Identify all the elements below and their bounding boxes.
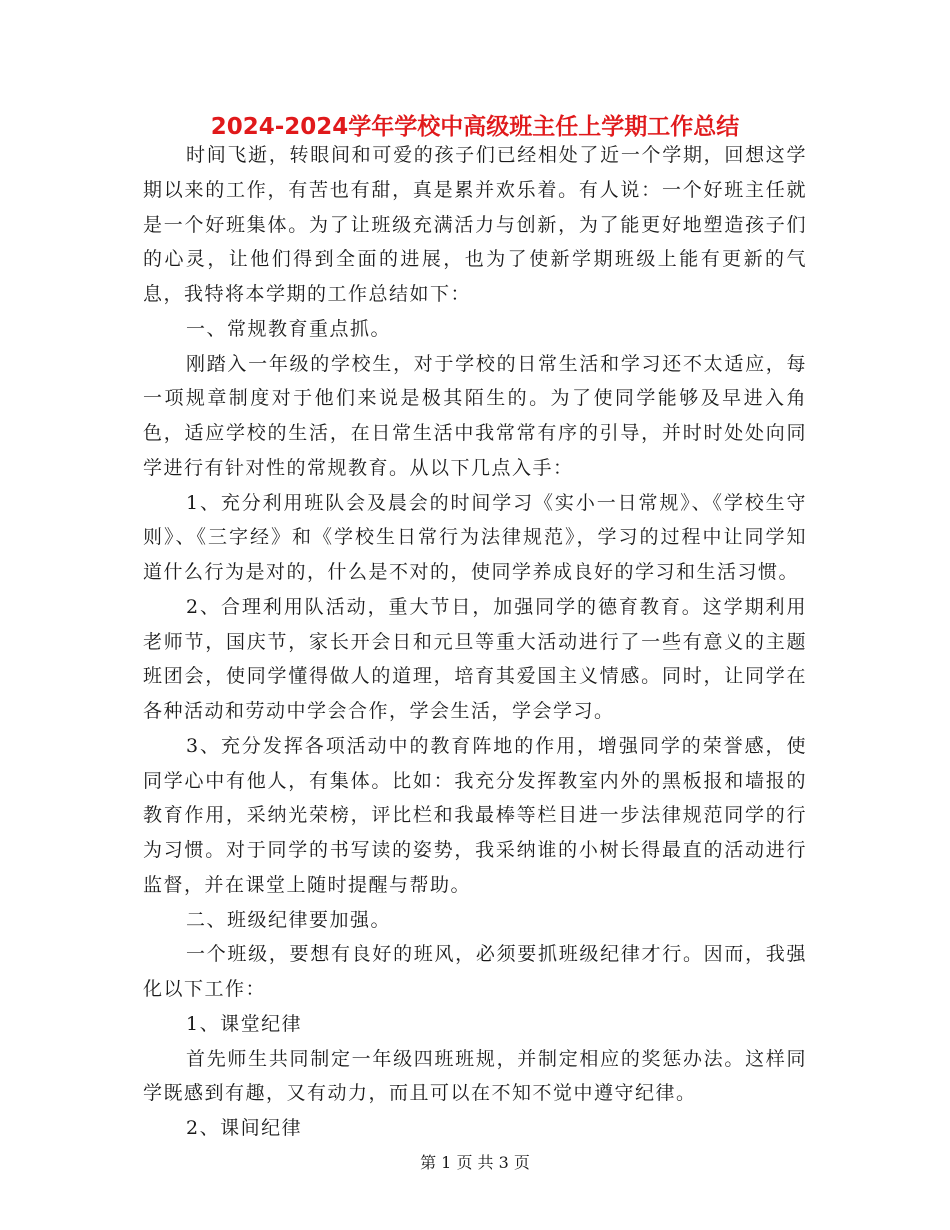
subheading-break-discipline: 2、课间纪律 — [186, 1117, 303, 1139]
paragraph-intro: 时间飞逝，转眼间和可爱的孩子们已经相处了近一个学期，回想这学期以来的工作，有苦也有甜，真是累并欢乐着。有人说：一个好班主任就是一个好班集体。为了让班级充满活力与创新，为了能更好地塑造孩子们的心灵，让他们得到全面的进展，也为了使新学期班级上能有更新的气息，我特将本学期的工作总结如下： — [143, 144, 807, 305]
document-body — [143, 138, 807, 1146]
section-heading-class-discipline: 二、班级纪律要加强。 — [186, 908, 392, 931]
subheading-classroom-discipline: 1、课堂纪律 — [186, 1012, 303, 1035]
paragraph-routine-education: 刚踏入一年级的学校生，对于学校的日常生活和学习还不太适应，每一项规章制度对于他们来说是极其陌生的。为了使同学能够及早进入角色，适应学校的生活，在日常生活中我常常有序的引导，并时时处处向同学进行有针对性的常规教育。从以下几点入手： — [143, 352, 807, 479]
paragraph-classroom-discipline: 首先师生共同制定一年级四班班规，并制定相应的奖惩办法。这样同学既感到有趣，又有动力，而且可以在不知不觉中遵守纪律。 — [143, 1047, 807, 1105]
list-item-1: 1、充分利用班队会及晨会的时间学习《实小一日常规》、《学校生守则》、《三字经》和《学校生日常行为法律规范》，学习的过程中让同学知道什么行为是对的，什么是不对的，使同学养成良好的学习和生活习惯。 — [143, 491, 807, 583]
list-item-2: 2、合理利用队活动，重大节日，加强同学的德育教育。这学期利用老师节，国庆节，家长开会日和元旦等重大活动进行了一些有意义的主题班团会，使同学懂得做人的道理，培育其爱国主义情感。同时，让同学在各种活动和劳动中学会合作，学会生活，学会学习。 — [143, 595, 807, 722]
section-heading-routine-education: 一、常规教育重点抓。 — [186, 317, 392, 340]
page-footer: 第 1 页 共 3 页 — [420, 1153, 530, 1172]
paragraph-class-discipline: 一个班级，要想有良好的班风，必须要抓班级纪律才行。因而，我强化以下工作： — [143, 943, 807, 1000]
list-item-3: 3、充分发挥各项活动中的教育阵地的作用，增强同学的荣誉感，使同学心中有他人，有集体。比如：我充分发挥教室内外的黑板报和墙报的教育作用，采纳光荣榜，评比栏和我最棒等栏目进一步法律规范同学的行为习惯。对于同学的书写读的姿势，我采纳谁的小树长得最直的活动进行监督，并在课堂上随时提醒与帮助。 — [143, 734, 807, 896]
document-title: 2024-2024学年学校中高级班主任上学期工作总结 — [210, 114, 740, 140]
